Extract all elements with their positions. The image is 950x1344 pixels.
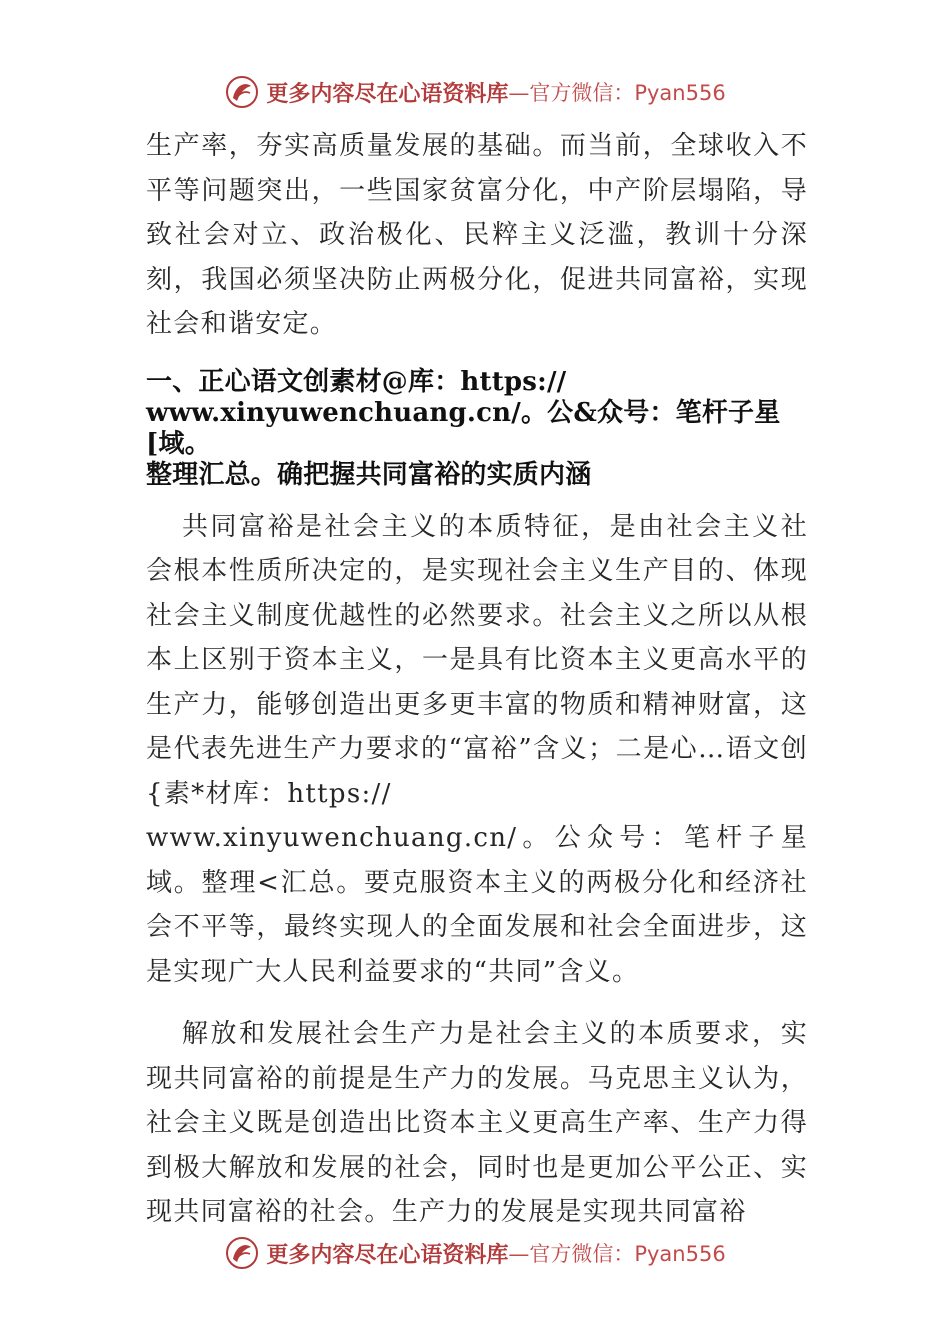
paragraph-1: 生产率，夯实高质量发展的基础。而当前，全球收入不平等问题突出，一些国家贫富分化，中产阶层塌陷，导致社会对立、政治极化、民粹主义泛滥，教训十分深刻，我国必须坚决防止两极分化，促进共同富裕，实现社会和谐安定。 <box>146 131 808 339</box>
header-title: 更多内容尽在心语资料库 <box>266 80 509 107</box>
heading-line-2: www.xinyuwenchuang.cn/。公&众号：笔杆子星[域。 <box>146 397 781 459</box>
section-heading <box>146 367 808 491</box>
header-wechat: —官方微信：Pyan556 <box>508 81 726 105</box>
header-banner <box>0 72 950 112</box>
heading-line-1: 一、正心语文创素材@库：https:// <box>146 366 567 397</box>
brand-logo-icon <box>224 74 260 110</box>
brand-logo-icon <box>224 1235 260 1271</box>
document-body <box>146 124 808 1235</box>
footer-title: 更多内容尽在心语资料库 <box>266 1241 509 1268</box>
paragraph-3: 解放和发展社会生产力是社会主义的本质要求，实现共同富裕的前提是生产力的发展。马克思主义认为，社会主义既是创造出比资本主义更高生产率、生产力得到极大解放和发展的社会，同时也是更加公平公正、实现共同富裕的社会。生产力的发展是实现共同富裕 <box>146 1019 808 1227</box>
paragraph-2-continued: www.xinyuwenchuang.cn/。公众号：笔杆子星域。整理<汇总。要克服资本主义的两极分化和经济社会不平等，最终实现人的全面发展和社会全面进步，这是实现广大人民利益要求的“共同”含义。 <box>146 823 808 987</box>
paragraph-2: 共同富裕是社会主义的本质特征，是由社会主义社会根本性质所决定的，是实现社会主义生产目的、体现社会主义制度优越性的必然要求。社会主义之所以从根本上区别于资本主义，一是具有比资本主义更高水平的生产力，能够创造出更多更丰富的物质和精神财富，这是代表先进生产力要求的“富裕”含义；二是心…语文创{素*材库：https:// <box>146 511 808 809</box>
heading-line-3: 整理汇总。确把握共同富裕的实质内涵 <box>146 459 592 490</box>
footer-banner <box>0 1233 950 1273</box>
footer-wechat: —官方微信：Pyan556 <box>508 1242 726 1266</box>
